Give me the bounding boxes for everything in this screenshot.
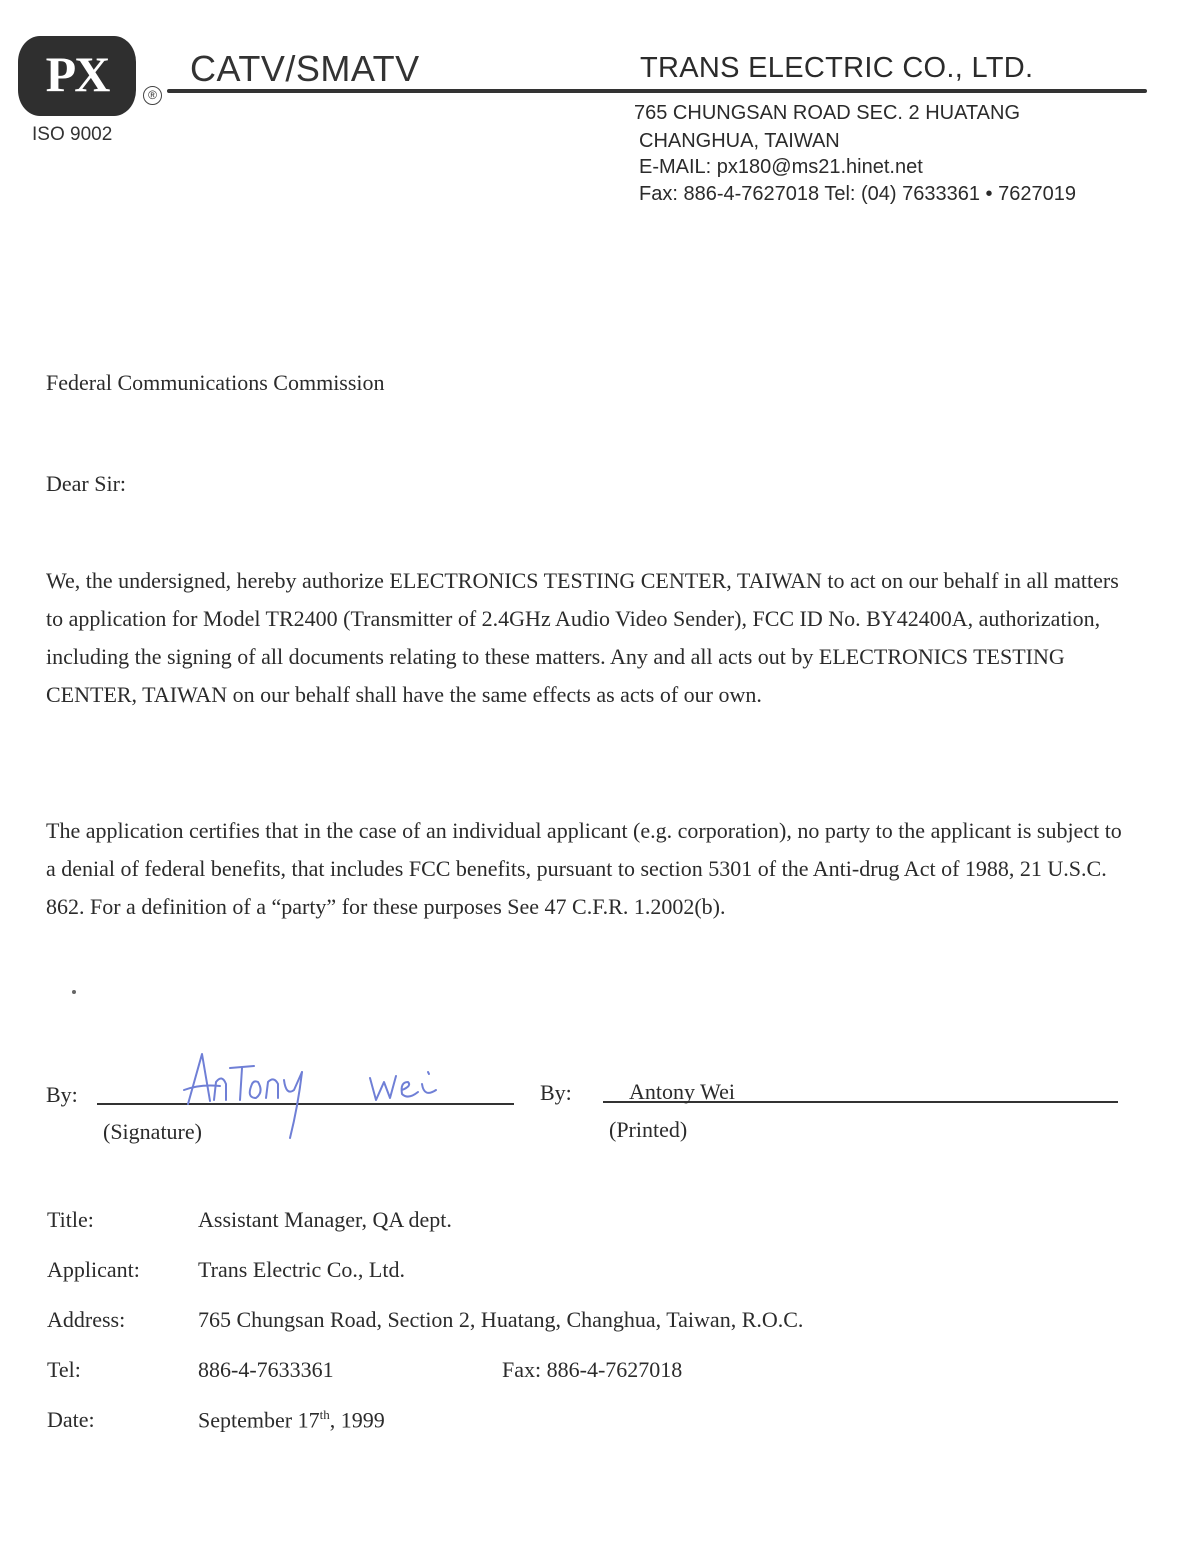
company-name: TRANS ELECTRIC CO., LTD. [640,52,1034,84]
handwritten-signature [180,1033,480,1146]
company-city-line: CHANGHUA, TAIWAN [639,130,840,152]
printed-by-label: By: [540,1080,572,1105]
authorization-paragraph: We, the undersigned, hereby authorize ELECTRONICS TESTING CENTER, TAIWAN to act on our behalf in all matters to application for Model TR2400 (Transmitter of 2.4GHz Audio Video Sender), FCC ID No. BY42400A, authorization, including the signing of all documents relating to these matters. Any and all acts out by ELECTRONICS TESTING CENTER, TAIWAN on our behalf shall have the same effects as acts of our own. [46,568,1119,707]
signature-text: Antony Wei [180,1033,258,1050]
title-value: Assistant Manager, QA dept. [198,1207,452,1232]
date-value [198,1407,385,1433]
title-label: Title: [47,1207,94,1232]
certification-paragraph: The application certifies that in the case of an individual applicant (e.g. corporation), no party to the applicant is subject to a denial of federal benefits, that includes FCC benefits, pursuant to section 5301 of the Anti-drug Act of 1988, 21 U.S.C. 862. For a definition of a “party” for these purposes See 47 C.F.R. 1.2002(b). [46,818,1122,919]
address-label: Address: [47,1307,126,1332]
product-line-heading: CATV/SMATV [190,48,420,89]
fax-value: Fax: 886-4-7627018 [502,1357,683,1382]
company-phone-line: Fax: 886-4-7627018 Tel: (04) 7633361 • 7627019 [639,183,1076,205]
date-ordinal-suffix: th [319,1407,330,1422]
date-label: Date: [47,1407,95,1432]
logo-text: PX [45,46,109,102]
tel-value: 886-4-7633361 [198,1357,334,1382]
printed-name: Antony Wei [629,1079,735,1104]
applicant-value: Trans Electric Co., Ltd. [198,1257,405,1282]
date-year: , 1999 [329,1407,385,1433]
signature-caption: (Signature) [103,1119,202,1144]
printed-caption: (Printed) [609,1117,688,1142]
company-address-line: 765 CHUNGSAN ROAD SEC. 2 HUATANG [634,102,1021,124]
letterhead-divider [167,89,1147,93]
tel-label: Tel: [47,1357,81,1382]
date-month-day: September 17 [198,1407,320,1433]
salutation: Dear Sir: [46,471,127,496]
registered-trademark-icon: ® [143,86,162,105]
iso-certification: ISO 9002 [32,124,113,145]
company-email-line: E-MAIL: px180@ms21.hinet.net [639,156,923,178]
scan-speck [72,990,76,994]
recipient: Federal Communications Commission [46,370,385,395]
applicant-label: Applicant: [47,1257,140,1282]
address-value: 765 Chungsan Road, Section 2, Huatang, Changhua, Taiwan, R.O.C. [198,1307,804,1332]
signature-by-label: By: [46,1082,78,1107]
